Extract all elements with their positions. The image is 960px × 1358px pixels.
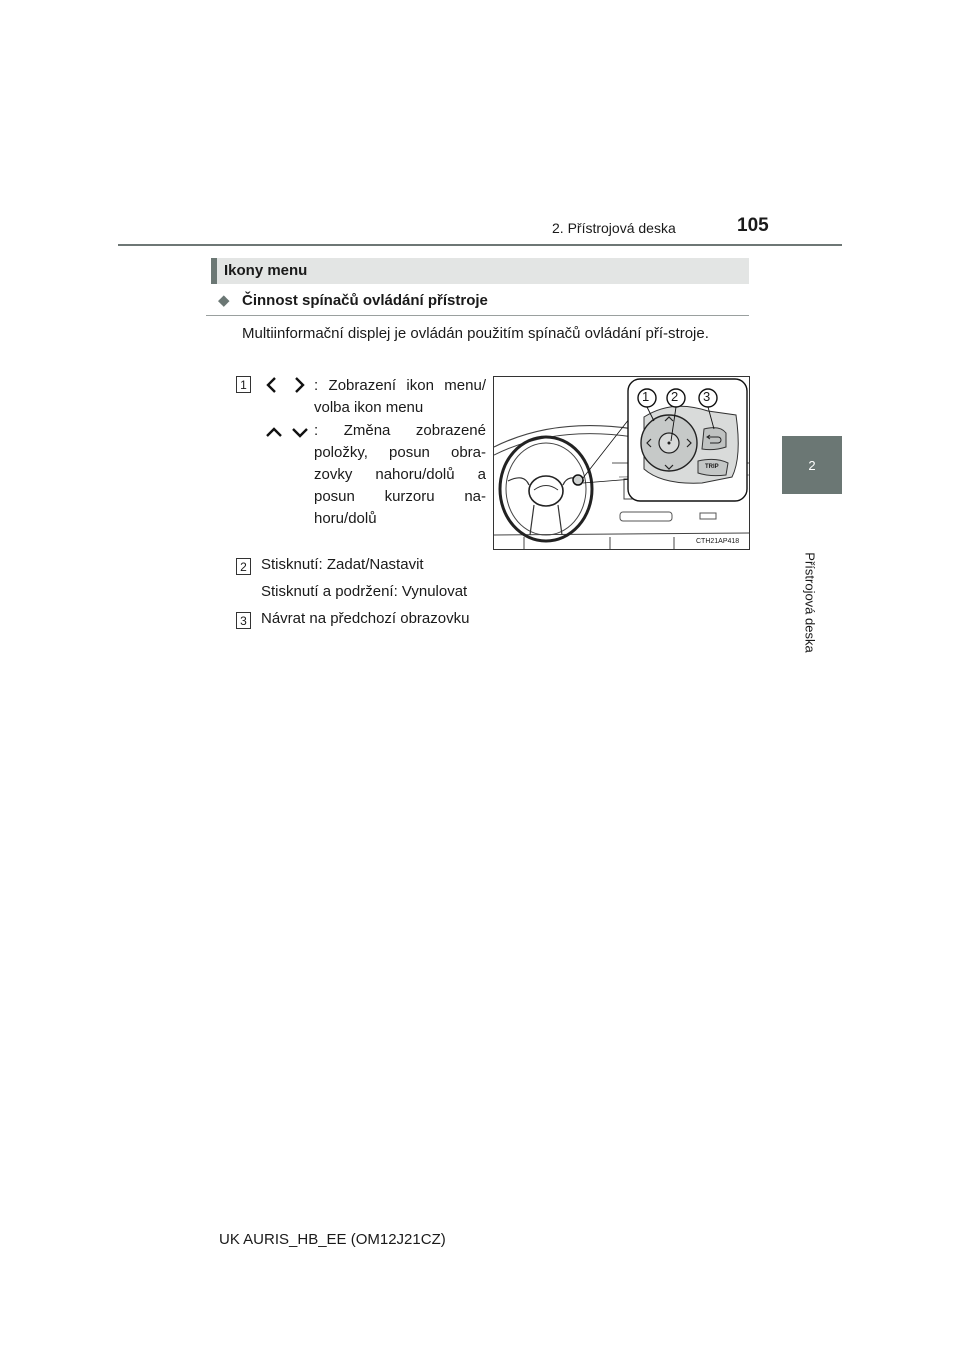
diamond-bullet-icon: ◆	[218, 292, 230, 309]
callout-3: 3	[703, 389, 711, 404]
item-3-line-1: Návrat na předchozí obrazovku	[261, 610, 470, 627]
page-number: 105	[737, 215, 769, 236]
subsection-divider	[206, 315, 749, 316]
item-number-2: 2	[236, 558, 251, 575]
chapter-tab-label: Přístrojová deska	[802, 552, 818, 653]
chapter-tab	[782, 436, 842, 494]
callout-2: 2	[671, 389, 679, 404]
item-number-1: 1	[236, 376, 251, 393]
item-number-3: 3	[236, 612, 251, 629]
callout-1: 1	[642, 389, 650, 404]
subsection-title: Činnost spínačů ovládání přístroje	[242, 292, 488, 309]
running-header-title: 2. Přístrojová deska	[552, 220, 676, 236]
item-1-text-b: : Změna zobrazené položky, posun obra-zovky nahoru/dolů a posun kurzoru na-horu/dolů	[314, 422, 486, 527]
steering-switch-diagram	[494, 377, 749, 549]
steering-wheel-illustration	[493, 376, 750, 550]
chapter-tab-number: 2	[808, 457, 816, 473]
up-down-icons	[262, 423, 314, 441]
item-1-text-a: : Zobrazení ikon menu/ volba ikon menu	[314, 377, 486, 416]
chevron-up-down-icon	[262, 423, 314, 441]
left-right-icons	[262, 375, 312, 395]
figure-code: CTH21AP418	[696, 538, 740, 545]
intro-paragraph: Multiinformační displej je ovládán použitím spínačů ovládání pří-stroje.	[242, 325, 709, 342]
header-divider	[118, 244, 842, 246]
section-title: Ikony menu	[224, 262, 308, 279]
item-2-line-1: Stisknutí: Zadat/Nastavit	[261, 556, 424, 573]
trip-button-label: TRIP	[705, 464, 719, 470]
chevron-left-right-icon	[262, 375, 312, 395]
item-2-line-2: Stisknutí a podržení: Vynulovat	[261, 583, 468, 600]
footer-model-code: UK AURIS_HB_EE (OM12J21CZ)	[219, 1231, 446, 1248]
